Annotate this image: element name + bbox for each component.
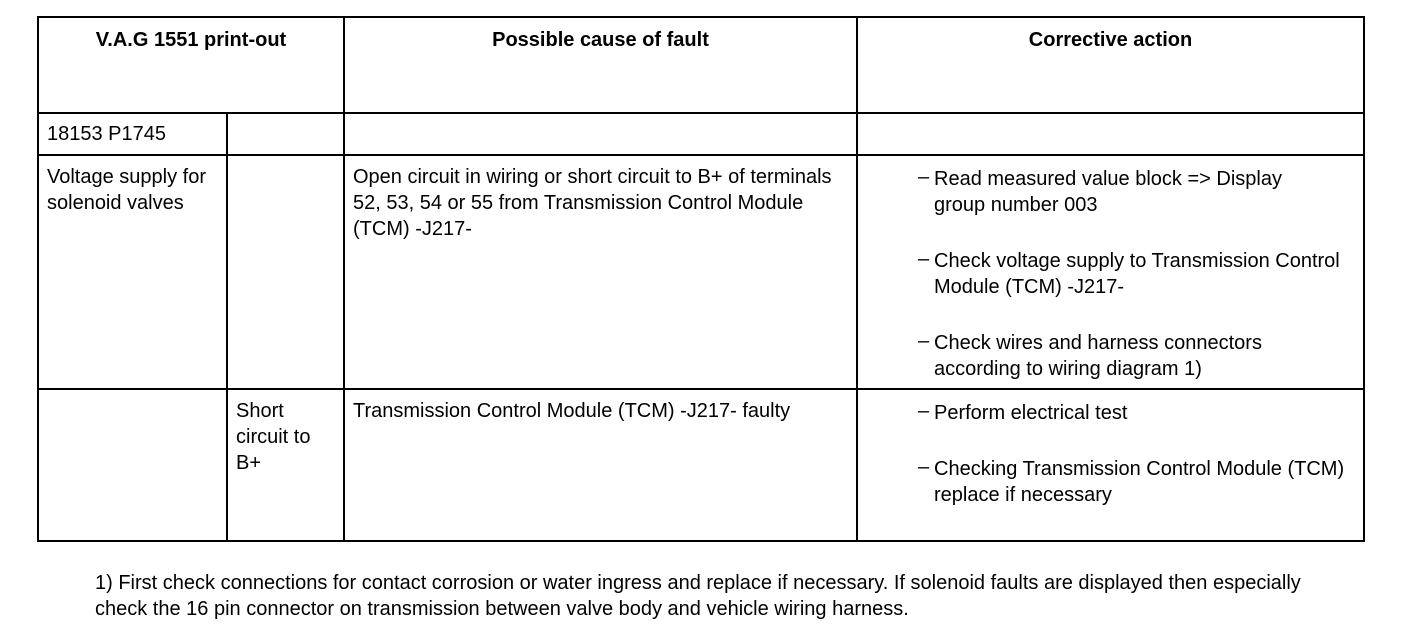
- row1-action-2: [918, 248, 1348, 300]
- row1-component: Voltage supply for solenoid valves: [47, 166, 206, 214]
- header-action: Corrective action: [1028, 29, 1193, 51]
- grid-line-h2: [37, 154, 1365, 156]
- row2-cause: Transmission Control Module (TCM) -J217- faulty: [353, 400, 791, 422]
- grid-line-v1: [226, 113, 228, 542]
- dash-bullet: –: [918, 400, 930, 422]
- footnote: 1) First check connections for contact corrosion or water ingress and replace if necessary. If solenoid faults are displayed then especially check the 16 pin connector on transmission between valve body and vehicle wiring harness.: [95, 572, 1301, 620]
- grid-line-h1: [37, 112, 1365, 114]
- grid-line-h3: [37, 388, 1365, 390]
- row1-action-3: [918, 330, 1338, 382]
- row2-action-1: [918, 400, 1348, 426]
- grid-line-v3: [856, 16, 858, 542]
- row2-action-2: [918, 456, 1358, 508]
- action-text: Perform electrical test: [934, 402, 1128, 424]
- header-cause: Possible cause of fault: [492, 29, 709, 51]
- row1-cause: Open circuit in wiring or short circuit to B+ of terminals 52, 53, 54 or 55 from Transmission Control Module (TCM) -J217-: [353, 166, 832, 240]
- action-text: Check wires and harness connectors according to wiring diagram 1): [934, 332, 1262, 380]
- fault-code: 18153 P1745: [47, 123, 167, 145]
- dash-bullet: –: [918, 166, 930, 188]
- header-printout: V.A.G 1551 print-out: [95, 29, 287, 51]
- dash-bullet: –: [918, 330, 930, 352]
- grid-line-v2: [343, 16, 345, 542]
- action-text: Checking Transmission Control Module (TCM) replace if necessary: [934, 458, 1345, 506]
- dash-bullet: –: [918, 248, 930, 270]
- action-text: Read measured value block => Display group number 003: [934, 168, 1282, 216]
- dash-bullet: –: [918, 456, 930, 478]
- row1-action-1: [918, 166, 1328, 218]
- action-text: Check voltage supply to Transmission Control Module (TCM) -J217-: [934, 250, 1340, 298]
- row2-symptom: Short circuit to B+: [236, 400, 311, 474]
